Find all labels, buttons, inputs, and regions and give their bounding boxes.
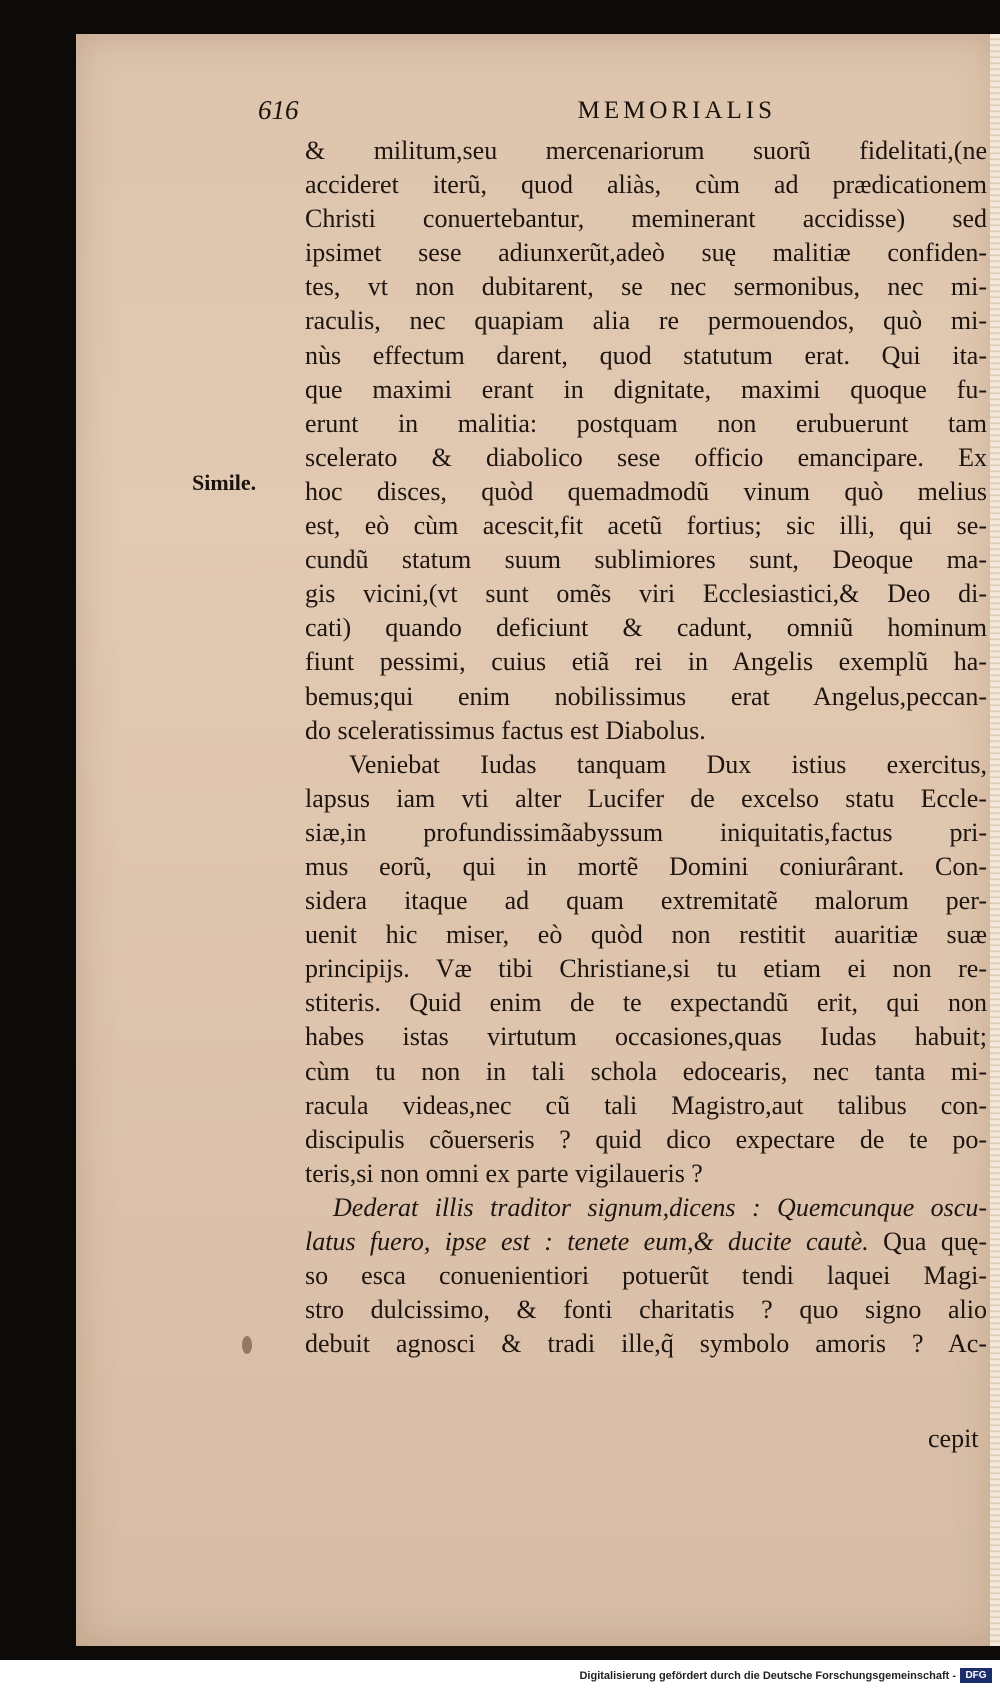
- text-line: cundũ statum suum sublimiores sunt, Deoque ma-: [305, 545, 987, 575]
- text-line: debuit agnosci & tradi ille,q̃ symbolo amoris ? Ac-: [305, 1329, 987, 1359]
- text-line: hoc disces, quòd quemadmodũ vinum quò melius: [305, 476, 987, 506]
- page-header: [258, 95, 776, 131]
- text-fragment: Qua quę-: [883, 1227, 988, 1256]
- text-line: erunt in malitia: postquam non erubuerunt tam: [305, 408, 987, 438]
- text-line: que maximi erant in dignitate, maximi quoque fu-: [305, 374, 987, 404]
- text-line: nùs effectum darent, quod statutum erat. Qui ita-: [305, 340, 987, 370]
- ink-smudge: [242, 1336, 252, 1354]
- text-line: mus eorũ, qui in mortẽ Domini coniurârant. Con-: [305, 851, 987, 881]
- running-head: MEMORIALIS: [577, 97, 776, 124]
- dfg-logo-icon: DFG: [960, 1668, 992, 1683]
- margin-note: Simile.: [192, 470, 257, 495]
- text-line: tes, vt non dubitarent, se nec sermonibus, nec mi-: [305, 272, 987, 302]
- text-line: teris,si non omni ex parte vigilaueris ?: [305, 1158, 703, 1188]
- text-line: gis vicini,(vt sunt omẽs viri Ecclesiastici,& Deo di-: [305, 579, 987, 609]
- text-line: racula videas,nec cũ tali Magistro,aut talibus con-: [305, 1090, 987, 1120]
- italic-text-line: Dederat illis traditor signum,dicens : Quemcunque oscu-: [333, 1192, 987, 1222]
- text-line: do sceleratissimus factus est Diabolus.: [305, 715, 706, 745]
- text-line: accideret iterũ, quod aliàs, cùm ad prædicationem: [305, 170, 987, 200]
- text-line: sidera itaque ad quam extremitatẽ malorum per-: [305, 886, 987, 916]
- text-line: cati) quando deficiunt & cadunt, omniũ hominum: [305, 613, 987, 643]
- text-line: discipulis cõuerseris ? quid dico expectare de te po-: [305, 1124, 987, 1154]
- text-line: fiunt pessimi, cuius etiã rei in Angelis exemplũ ha-: [305, 647, 987, 677]
- text-line: stiteris. Quid enim de te expectandũ erit, qui non: [305, 988, 987, 1018]
- footer-bar: [0, 1660, 1000, 1695]
- text-line: uenit hic miser, eò quòd non restitit auaritiæ suæ: [305, 920, 987, 950]
- text-line: siæ,in profundissimãabyssum iniquitatis,factus pri-: [305, 817, 987, 847]
- text-line: lapsus iam vti alter Lucifer de excelso statu Eccle-: [305, 783, 987, 813]
- text-line: raculis, nec quapiam alia re permouendos, quò mi-: [305, 306, 987, 336]
- text-line: Christi conuertebantur, meminerant accidisse) sed: [305, 204, 987, 234]
- italic-quote-end: latus fuero, ipse est : tenete eum,& ducite cautè.: [305, 1227, 869, 1256]
- text-line: Veniebat Iudas tanquam Dux istius exercitus,: [349, 749, 987, 779]
- text-line: bemus;qui enim nobilissimus erat Angelus,peccan-: [305, 681, 987, 711]
- funding-credit: Digitalisierung gefördert durch die Deutsche Forschungsgemeinschaft -: [579, 1670, 956, 1682]
- catchword: cepit: [928, 1424, 979, 1453]
- text-line: stro dulcissimo, & fonti charitatis ? quo signo alio: [305, 1295, 987, 1325]
- text-line: scelerato & diabolico sese officio emancipare. Ex: [305, 442, 987, 472]
- text-line: habes istas virtutum occasiones,quas Iudas habuit;: [305, 1022, 987, 1052]
- text-line: so esca conuenientiori potuerũt tendi laquei Magi-: [305, 1261, 987, 1291]
- text-line: & militum,seu mercenariorum suorũ fidelitati,(ne: [305, 136, 987, 165]
- page-edge: [990, 34, 1000, 1646]
- text-line: principijs. Væ tibi Christiane,si tu etiam ei non re-: [305, 954, 987, 984]
- text-line: cùm tu non in tali schola edocearis, nec tanta mi-: [305, 1056, 987, 1086]
- body-text: [305, 134, 987, 1361]
- text-line: ipsimet sese adiunxerũt,adeò suę malitiæ confiden-: [305, 238, 987, 268]
- text-line: est, eò cùm acescit,fit acetũ fortius; sic illi, qui se-: [305, 511, 987, 541]
- page-number: 616: [258, 95, 299, 125]
- text-line: [305, 1225, 987, 1259]
